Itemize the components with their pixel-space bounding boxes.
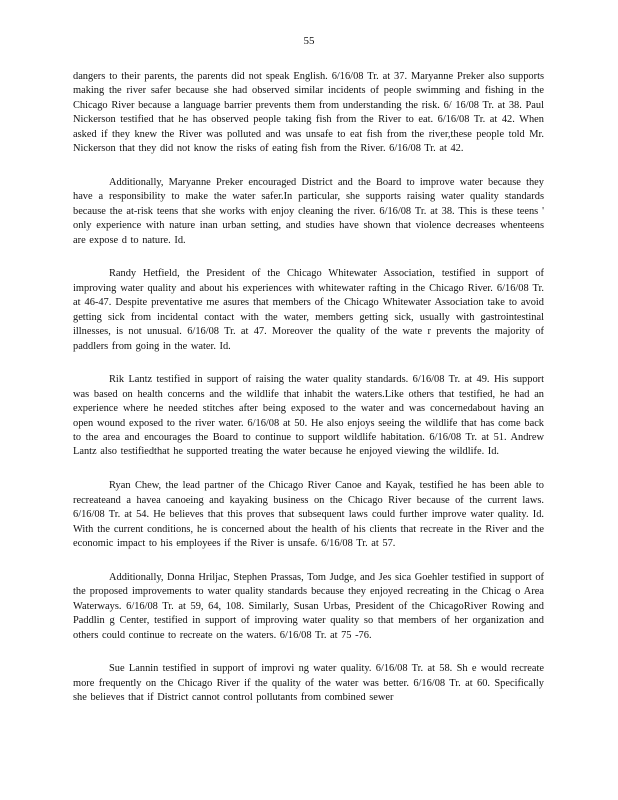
document-body <box>73 70 544 725</box>
paragraph-lannin: Sue Lannin testified in support of improvi ng water quality. 6/16/08 Tr. at 58. Sh e would recreate more frequently on the Chicago River if the quality of the water was better. 6/16/08 Tr. at 60. Specifically she believes that if District cannot control pollutants from combined sewer <box>73 663 544 704</box>
paragraph-lantz: Rik Lantz testified in support of raising the water quality standards. 6/16/08 Tr. at 49. His support was based on health concerns and the wildlife that inhabit the waters.Like others that testified, he had an experience where he needed stitches after being exposed to the water and was concernedabout having an open wound exposed to the river water. 6/16/08 at 50. He also enjoys seeing the wildlife that has come back to the area and encourages the Board to continue to support wildlife habitation. 6/16/08 Tr. at 51. Andrew Lantz also testifiedthat he supported treating the water because he enjoyed viewing the wildlife. Id. <box>73 374 544 458</box>
paragraph-hetfield: Randy Hetfield, the President of the Chicago Whitewater Association, testified in support of improving water quality and about his experiences with whitewater rafting in the Chicago River. 6/16/08 Tr. at 46-47. Despite preventative me asures that members of the Chicago Whitewater Association take to avoid getting sick from incidental contact with the water, members getting sick, usually with gastrointestinal illnesses, is not unusual. 6/16/08 Tr. at 47. Moreover the quality of the wate r prevents the majority of paddlers from going in the water. Id. <box>73 268 544 352</box>
paragraph-hriljac: Additionally, Donna Hriljac, Stephen Prassas, Tom Judge, and Jes sica Goehler testified in support of the proposed improvements to water quality standards because they enjoyed recreating in the Chicag o Area Waterways. 6/16/08 Tr. at 59, 64, 108. Similarly, Susan Urbas, President of the ChicagoRiver Rowing and Paddlin g Center, testified in support of improving water quality so that members of her organization and others could continue to recreate on the waters. 6/16/08 Tr. at 75 -76. <box>73 571 544 641</box>
paragraph-continuation: dangers to their parents, the parents did not speak English. 6/16/08 Tr. at 37. Maryanne Preker also supports making the river safer because she had observed similar incidents of people swimming and fishing in the Chicago River because a language barrier prevents them from understanding the risk. 6/ 16/08 Tr. at 38. Paul Nickerson testified that he has observed people taking fish from the River to eat. 6/16/08 Tr. at 42. When asked if they knew the River was polluted and was unsafe to eat fish from the river,these people told Mr. Nickerson that they did not know the risks of eating fish from the River. 6/16/08 Tr. at 42. <box>73 71 544 155</box>
paragraph-chew: Ryan Chew, the lead partner of the Chicago River Canoe and Kayak, testified he has been able to recreateand a havea canoeing and kayaking business on the Chicago River because of the current laws. 6/16/08 Tr. at 54. He believes that this proves that subsequent laws could further improve water quality. Id. With the current conditions, he is concerned about the health of his clients that recreate in the River and the economic impact to his employees if the River is unsafe. 6/16/08 Tr. at 57. <box>73 480 544 549</box>
paragraph-preker: Additionally, Maryanne Preker encouraged District and the Board to improve water because they have a responsibility to make the water safer.In particular, she supports raising water quality standards because the at-risk teens that she works with enjoy cleaning the river. 6/16/08 Tr. at 38. This is these teens ' only experience with nature inan urban setting, and studies have shown that violence decreases whenteens are expose d to nature. Id. <box>73 176 544 246</box>
page-number: 55 <box>303 35 315 47</box>
